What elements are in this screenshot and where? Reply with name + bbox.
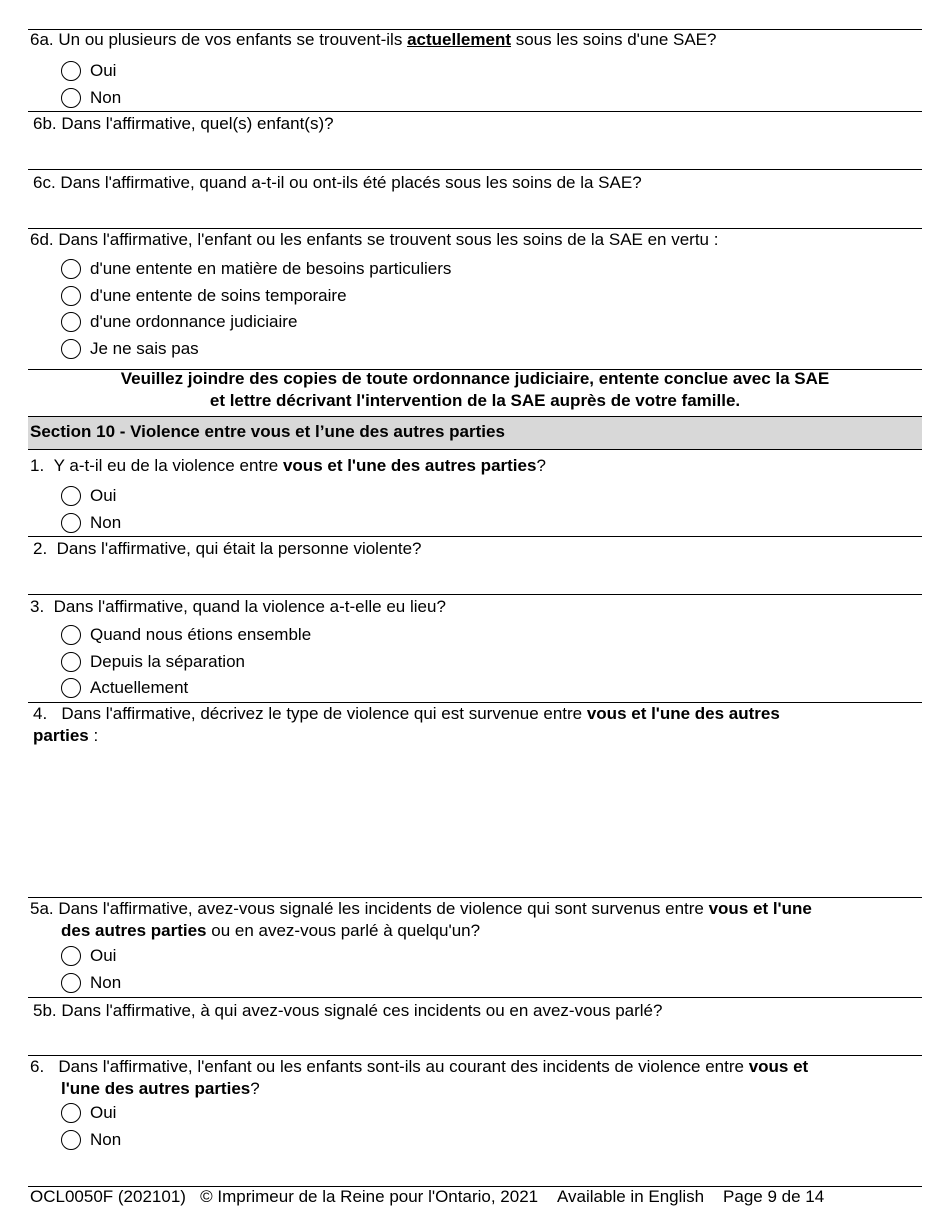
page-number: Page 9 de 14 (723, 1187, 825, 1206)
answer-field-5b[interactable] (28, 1023, 922, 1055)
question-6d: 6d. Dans l'affirmative, l'enfant ou les enfants se trouvent sous les soins de la SAE en vertu : (30, 230, 719, 249)
question-number: 6a. (30, 30, 54, 49)
radio-button[interactable] (61, 678, 81, 698)
question-4-line-2: parties : (33, 726, 99, 745)
divider (28, 111, 922, 112)
divider (28, 997, 922, 998)
question-1: 1. Y a-t-il eu de la violence entre vous et l'une des autres parties? (30, 456, 546, 475)
radio-6a-non[interactable]: Non (61, 86, 121, 110)
divider (28, 594, 922, 595)
radio-3-separation[interactable]: Depuis la séparation (61, 650, 245, 674)
available-in-english: Available in English (557, 1187, 705, 1206)
radio-button[interactable] (61, 625, 81, 645)
radio-6d-ne-sais-pas[interactable]: Je ne sais pas (61, 337, 199, 361)
divider (28, 1055, 922, 1056)
divider (28, 536, 922, 537)
question-6-line-2: l'une des autres parties? (61, 1079, 260, 1098)
divider (28, 897, 922, 898)
notice-line-1: Veuillez joindre des copies de toute ordonnance judiciaire, entente conclue avec la SAE (120, 369, 830, 388)
section-title: Section 10 - Violence entre vous et l’une des autres parties (30, 422, 505, 441)
question-2: 2. Dans l'affirmative, qui était la personne violente? (33, 539, 422, 558)
radio-button[interactable] (61, 61, 81, 81)
question-4-line-1: 4. Dans l'affirmative, décrivez le type de violence qui est survenue entre vous et l'une des autres (33, 704, 780, 723)
question-3: 3. Dans l'affirmative, quand la violence a-t-elle eu lieu? (30, 597, 446, 616)
divider (28, 702, 922, 703)
radio-1-oui[interactable]: Oui (61, 484, 116, 508)
question-6-line-1: 6. Dans l'affirmative, l'enfant ou les enfants sont-ils au courant des incidents de violence entre vous et (30, 1057, 809, 1076)
form-code: OCL0050F (202101) (30, 1187, 186, 1206)
radio-6a-oui[interactable]: Oui (61, 59, 116, 83)
radio-button[interactable] (61, 88, 81, 108)
answer-field-2[interactable] (28, 561, 922, 593)
radio-3-ensemble[interactable]: Quand nous étions ensemble (61, 623, 311, 647)
question-6a: 6a. Un ou plusieurs de vos enfants se trouvent-ils actuellement sous les soins d'une SAE? (30, 30, 717, 49)
radio-button[interactable] (61, 1130, 81, 1150)
answer-field-4[interactable] (28, 750, 922, 896)
question-6c: 6c. Dans l'affirmative, quand a-t-il ou ont-ils été placés sous les soins de la SAE? (33, 173, 642, 192)
radio-6-oui[interactable]: Oui (61, 1101, 116, 1125)
radio-6d-temporaire[interactable]: d'une entente de soins temporaire (61, 284, 347, 308)
notice-line-2: et lettre décrivant l'intervention de la SAE auprès de votre famille. (209, 391, 741, 410)
divider (28, 169, 922, 170)
radio-button[interactable] (61, 486, 81, 506)
radio-button[interactable] (61, 312, 81, 332)
radio-button[interactable] (61, 286, 81, 306)
radio-1-non[interactable]: Non (61, 511, 121, 535)
footer (30, 1187, 824, 1207)
radio-button[interactable] (61, 973, 81, 993)
radio-6d-ordonnance[interactable]: d'une ordonnance judiciaire (61, 310, 297, 334)
question-6b: 6b. Dans l'affirmative, quel(s) enfant(s)? (33, 114, 334, 133)
radio-3-actuellement[interactable]: Actuellement (61, 676, 188, 700)
answer-field-6b[interactable] (28, 136, 922, 168)
radio-button[interactable] (61, 1103, 81, 1123)
radio-button[interactable] (61, 339, 81, 359)
divider (28, 228, 922, 229)
copyright: © Imprimeur de la Reine pour l'Ontario, 2021 (200, 1187, 539, 1206)
question-5a-line-1: 5a. Dans l'affirmative, avez-vous signalé les incidents de violence qui sont survenus entre vous et l'une (30, 899, 812, 918)
question-5a-line-2: des autres parties ou en avez-vous parlé à quelqu'un? (61, 921, 481, 940)
radio-6-non[interactable]: Non (61, 1128, 121, 1152)
radio-6d-besoins[interactable]: d'une entente en matière de besoins particuliers (61, 257, 451, 281)
radio-5a-non[interactable]: Non (61, 971, 121, 995)
radio-5a-oui[interactable]: Oui (61, 944, 116, 968)
radio-button[interactable] (61, 259, 81, 279)
question-5b: 5b. Dans l'affirmative, à qui avez-vous signalé ces incidents ou en avez-vous parlé? (33, 1001, 663, 1020)
radio-button[interactable] (61, 652, 81, 672)
answer-field-6c[interactable] (28, 195, 922, 227)
radio-button[interactable] (61, 513, 81, 533)
radio-button[interactable] (61, 946, 81, 966)
